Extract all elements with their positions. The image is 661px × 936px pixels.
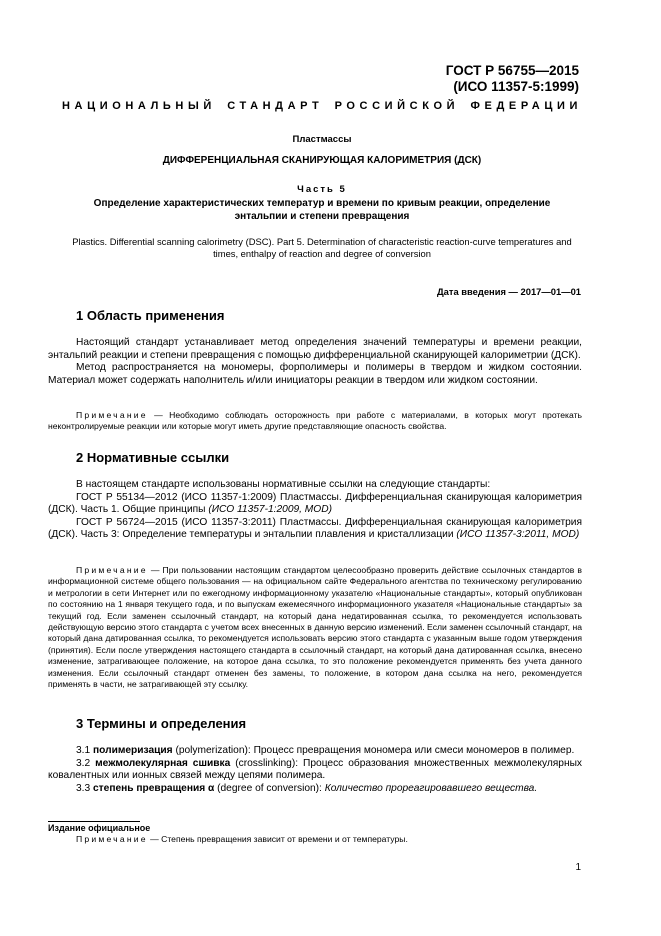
section-2-note	[48, 565, 582, 690]
note-text: — При пользовании настоящим стандартом целесообразно проверить действие ссылочных стандартов в информационной системе общего пользования — на официальном сайте Федерального агентства по техническому регулированию и метрологии в сети Интернет или по ежегодному информационному указателю «Национальные стандарты», который опубликован по состоянию на 1 января текущего года, и по выпускам ежемесячного информационного указателя «Национальные стандарты» за текущий год. Если заменен ссылочный стандарт, на который дана недатированная ссылка, то рекомендуется использовать действующую версию этого стандарта с учетом всех внесенных в данную версию изменений. Если заменен ссылочный стандарт, на который дана датированная ссылка, то рекомендуется использовать версию этого стандарта с указанным выше годом утверждения (принятия). Если после утверждения настоящего стандарта в ссылочный стандарт, на который дана датированная ссылка, внесено изменение, затрагивающее положение, на которое дана ссылка, то это положение рекомендуется применять без учета данного изменения. Если ссылочный стандарт отменен без замены, то положение, в котором дана ссылка на него, рекомендуется применять в части, не затрагивающей эту ссылку.	[48, 565, 582, 690]
standard-number: ГОСТ Р 56755—2015	[445, 63, 579, 78]
section-3-heading: 3 Термины и определения	[76, 716, 247, 731]
title-subtitle: Определение характеристических температур и времени по кривым реакции, определение энтальпии и степени превращения	[93, 198, 551, 222]
note-label: Примечание	[76, 410, 148, 420]
note-text: — Степень превращения зависит от времени и от температуры.	[147, 834, 408, 844]
term-name: межмолекулярная сшивка	[95, 757, 231, 769]
term-name: полимеризация	[93, 745, 173, 756]
iso-number: (ИСО 11357-5:1999)	[453, 79, 579, 94]
footer-divider	[48, 821, 140, 822]
page-number: 1	[575, 862, 581, 873]
section-1-heading: 1 Область применения	[76, 308, 225, 323]
term-definition: (degree of conversion):	[214, 782, 325, 794]
title-main: ДИФФЕРЕНЦИАЛЬНАЯ СКАНИРУЮЩАЯ КАЛОРИМЕТРИЯ (ДСК)	[162, 155, 482, 166]
reference-1-iso: (ИСО 11357-1:2009, MOD)	[208, 504, 332, 516]
term-3-3	[48, 783, 582, 796]
term-definition-italic: Количество прореагировавшего вещества.	[324, 782, 538, 794]
note-label: Примечание	[76, 565, 148, 575]
reference-2-iso: (ИСО 11357-3:2011, MOD)	[456, 529, 580, 541]
note-text: — Необходимо соблюдать осторожность при работе с материалами, в которых могут протекать неконтролируемые реакции или которые могут иметь другие представляющие опасность свойства.	[48, 410, 582, 432]
term-definition: (polymerization): Процесс превращения мономера или смеси мономеров в полимер.	[172, 745, 575, 756]
reference-2-text: ГОСТ Р 56724—2015 (ИСО 11357-3:2011) Пластмассы. Дифференциальная сканирующая калориметрия (ДСК). Часть 3: Определение температуры и энтальпии плавления и кристаллизации	[48, 516, 582, 541]
term-3-1	[48, 745, 582, 758]
section-3-body	[48, 745, 582, 795]
section-3-note	[48, 834, 582, 845]
note-label: Примечание	[76, 834, 148, 844]
term-number: 3.2	[76, 757, 96, 769]
title-part: Часть 5	[297, 184, 347, 195]
official-edition: Издание официальное	[48, 823, 151, 833]
section-2-reference-1	[48, 492, 582, 517]
title-plastics: Пластмассы	[292, 134, 352, 145]
national-standard-heading: НАЦИОНАЛЬНЫЙ СТАНДАРТ РОССИЙСКОЙ ФЕДЕРАЦИИ	[62, 100, 582, 112]
introduction-date: Дата введения — 2017—01—01	[436, 286, 581, 297]
section-2-paragraph-1: В настоящем стандарте использованы нормативные ссылки на следующие стандарты:	[76, 479, 491, 490]
term-definition: (crosslinking): Процесс образования множественных межмолекулярных ковалентных или ионных связей между цепями полимера.	[48, 757, 582, 782]
term-name: степень превращения α	[93, 782, 215, 794]
term-3-2	[48, 758, 582, 783]
title-english: Plastics. Differential scanning calorimetry (DSC). Part 5. Determination of characteristic reaction-curve temperatures and times, enthalpy of reaction and degree of conversion	[72, 236, 572, 259]
section-2-heading: 2 Нормативные ссылки	[76, 450, 230, 465]
section-1-note	[48, 410, 582, 433]
section-1-body	[48, 337, 582, 387]
section-2-reference-2	[48, 517, 582, 542]
standard-number-block	[446, 63, 579, 95]
section-2-body	[48, 479, 582, 542]
reference-1-text: ГОСТ Р 55134—2012 (ИСО 11357-1:2009) Пластмассы. Дифференциальная сканирующая калориметрия (ДСК). Часть 1. Общие принципы	[48, 491, 582, 516]
term-number: 3.1	[76, 745, 93, 756]
term-number: 3.3	[76, 782, 93, 794]
section-1-paragraph-1: Настоящий стандарт устанавливает метод определения значений температуры и времени реакции, энтальпий реакции и степени превращения с помощью дифференциальной сканирующей калориметрии (ДСК).	[48, 337, 582, 361]
section-1-paragraph-2: Метод распространяется на мономеры, форполимеры и полимеры в твердом и жидком состоянии. Материал может содержать наполнитель и/или инициаторы реакции в твердом или жидком состоянии.	[48, 362, 582, 386]
